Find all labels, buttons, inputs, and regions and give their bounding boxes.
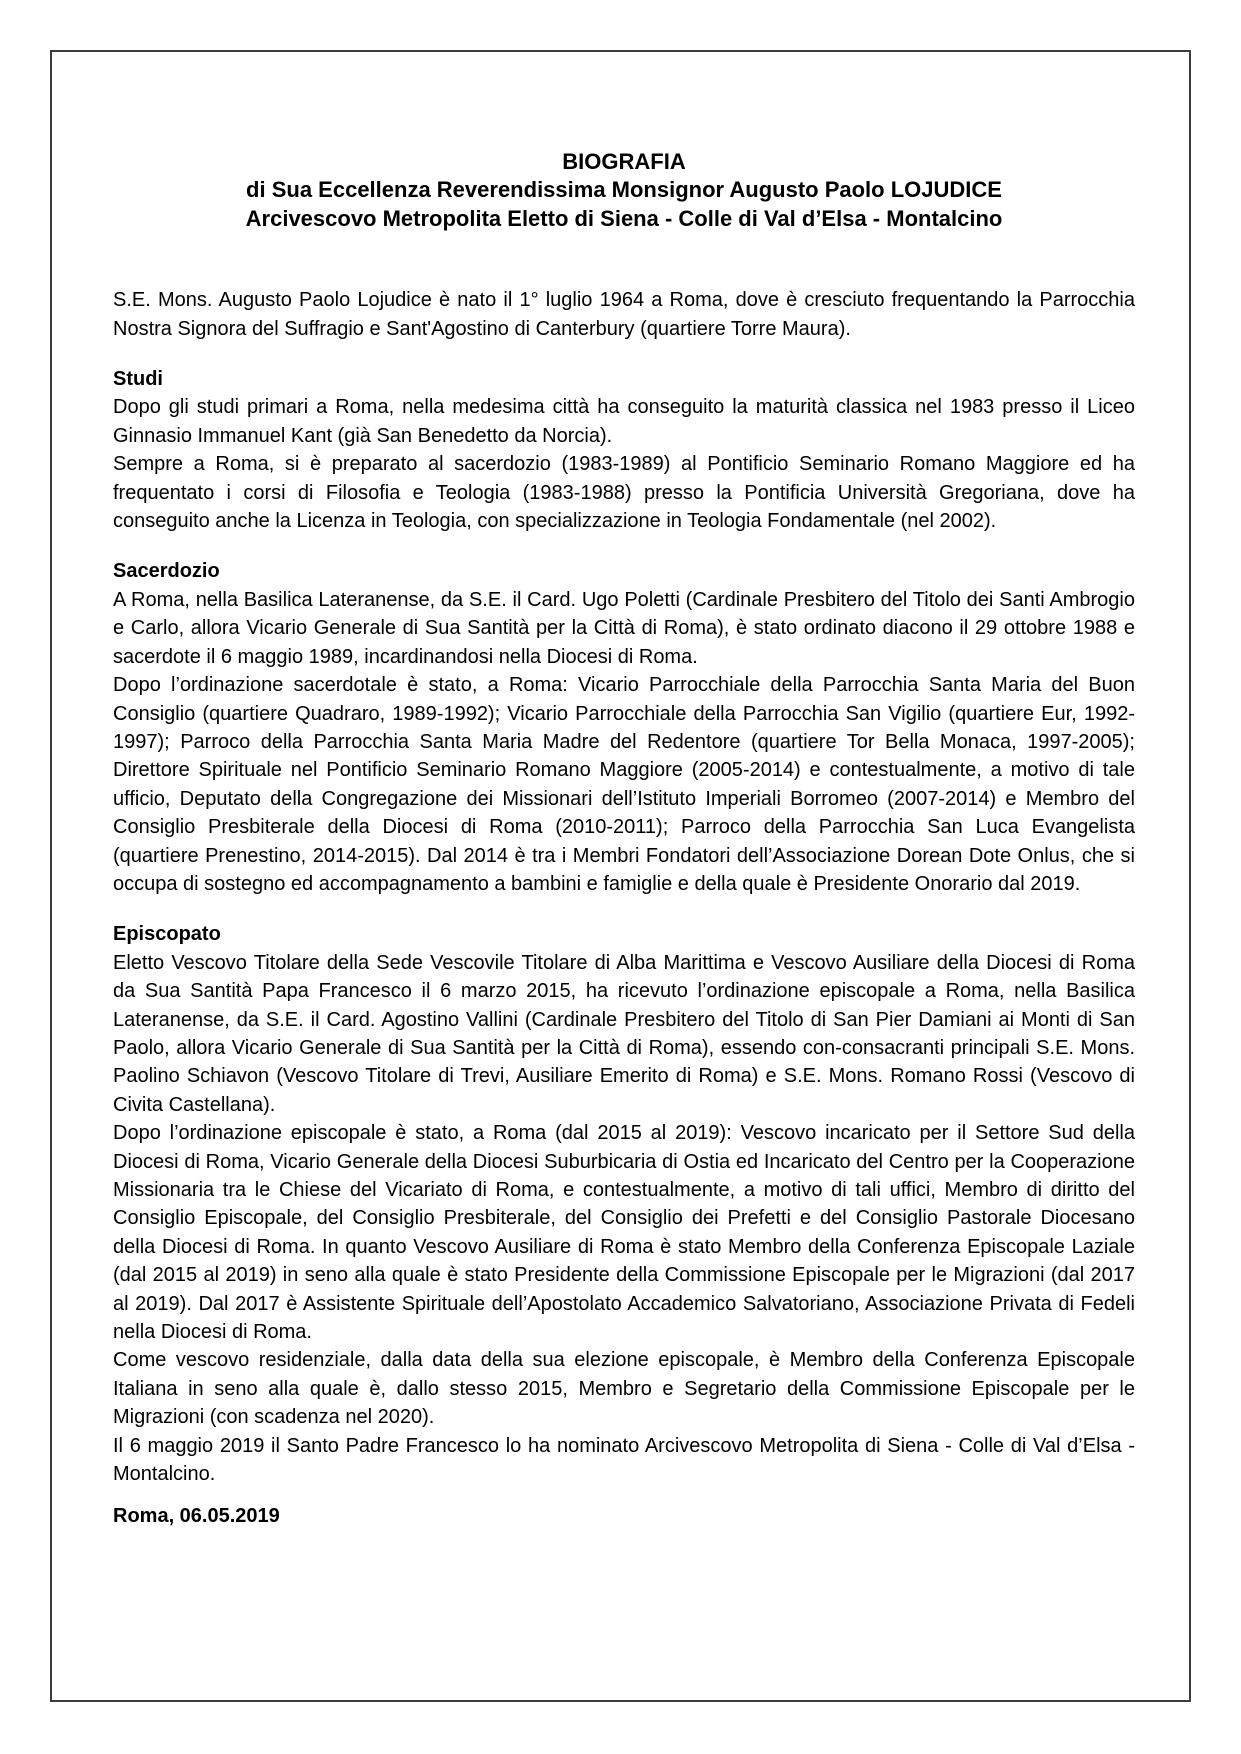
paragraph-sacerdozio-1: A Roma, nella Basilica Lateranense, da S.E. il Card. Ugo Poletti (Cardinale Presbitero del Titolo dei Santi Ambrogio e Carlo, allora Vicario Generale di Sua Santità per la Città di Roma), è stato ordinato diacono il 29 ottobre 1988 e sacerdote il 6 maggio 1989, incardinandosi nella Diocesi di Roma. bbox=[113, 588, 1135, 668]
dateline: Roma, 06.05.2019 bbox=[113, 1505, 280, 1528]
paragraph-episcopato-1: Eletto Vescovo Titolare della Sede Vescovile Titolare di Alba Marittima e Vescovo Ausiliare della Diocesi di Roma da Sua Santità Papa Francesco il 6 marzo 2015, ha ricevuto l’ordinazione episcopale a Roma, nella Basilica Lateranense, da S.E. il Card. Agostino Vallini (Cardinale Presbitero del Titolo di San Pier Damiani ai Monti di San Paolo, allora Vicario Generale di Sua Santità per la Città di Roma), essendo con-consacranti principali S.E. Mons. Paolino Schiavon (Vescovo Titolare di Trevi, Ausiliare Emerito di Roma) e S.E. Mons. Romano Rossi (Vescovo di Civita Castellana). bbox=[113, 951, 1135, 1116]
section-heading-sacerdozio: Sacerdozio bbox=[113, 560, 220, 583]
intro-paragraph: S.E. Mons. Augusto Paolo Lojudice è nato il 1° luglio 1964 a Roma, dove è cresciuto frequentando la Parrocchia Nostra Signora del Suffragio e Sant'Agostino di Canterbury (quartiere Torre Maura). bbox=[113, 289, 1135, 340]
paragraph-episcopato-4: Il 6 maggio 2019 il Santo Padre Francesco lo ha nominato Arcivescovo Metropolita di Siena - Colle di Val d’Elsa - Montalcino. bbox=[113, 1434, 1135, 1486]
paragraph-episcopato-3: Come vescovo residenziale, dalla data della sua elezione episcopale, è Membro della Conferenza Episcopale Italiana in seno alla quale è, dallo stesso 2015, Membro e Segretario della Commissione Episcopale per le Migrazioni (con scadenza nel 2020). bbox=[113, 1349, 1135, 1429]
page-border bbox=[50, 50, 1191, 1702]
document-title bbox=[113, 148, 1135, 233]
paragraph-episcopato-2: Dopo l’ordinazione episcopale è stato, a Roma (dal 2015 al 2019): Vescovo incaricato per il Settore Sud della Diocesi di Roma, Vicario Generale della Diocesi Suburbicaria di Ostia ed Incaricato del Centro per la Cooperazione Missionaria tra le Chiese del Vicariato di Roma, e contestualmente, a motivo di tali uffici, Membro di diritto del Consiglio Episcopale, del Consiglio Presbiterale, del Consiglio dei Prefetti e del Consiglio Pastorale Diocesano della Diocesi di Roma. In quanto Vescovo Ausiliare di Roma è stato Membro della Conferenza Episcopale Laziale (dal 2015 al 2019) in seno alla quale è stato Presidente della Commissione Episcopale per le Migrazioni (dal 2017 al 2019). Dal 2017 è Assistente Spirituale dell’Apostolato Accademico Salvatoriano, Associazione Privata di Fedeli nella Diocesi di Roma. bbox=[113, 1122, 1135, 1344]
page-content bbox=[113, 148, 1135, 1531]
paragraph-studi-2: Sempre a Roma, si è preparato al sacerdozio (1983-1989) al Pontificio Seminario Romano Maggiore ed ha frequentato i corsi di Filosofia e Teologia (1983-1988) presso la Pontificia Università Gregoriana, dove ha conseguito anche la Licenza in Teologia, con specializzazione in Teologia Fondamentale (nel 2002). bbox=[113, 453, 1135, 533]
title-line-3: Arcivescovo Metropolita Eletto di Siena - Colle di Val d’Elsa - Montalcino bbox=[245, 205, 1003, 231]
title-line-2: di Sua Eccellenza Reverendissima Monsignor Augusto Paolo LOJUDICE bbox=[246, 177, 1002, 203]
paragraph-studi-1: Dopo gli studi primari a Roma, nella medesima città ha conseguito la maturità classica nel 1983 presso il Liceo Ginnasio Immanuel Kant (già San Benedetto da Norcia). bbox=[113, 396, 1135, 447]
section-heading-episcopato: Episcopato bbox=[113, 923, 221, 946]
title-line-1: BIOGRAFIA bbox=[562, 149, 686, 174]
paragraph-sacerdozio-2: Dopo l’ordinazione sacerdotale è stato, a Roma: Vicario Parrocchiale della Parrocchia Santa Maria del Buon Consiglio (quartiere Quadraro, 1989-1992); Vicario Parrocchiale della Parrocchia San Vigilio (quartiere Eur, 1992-1997); Parroco della Parrocchia Santa Maria Madre del Redentore (quartiere Tor Bella Monaca, 1997-2005); Direttore Spirituale nel Pontificio Seminario Romano Maggiore (2005-2014) e contestualmente, a motivo di tale ufficio, Deputato della Congregazione dei Missionari dell’Istituto Imperiali Borromeo (2007-2014) e Membro del Consiglio Presbiterale della Diocesi di Roma (2010-2011); Parroco della Parrocchia San Luca Evangelista (quartiere Prenestino, 2014-2015). Dal 2014 è tra i Membri Fondatori dell’Associazione Dorean Dote Onlus, che si occupa di sostegno ed accompagnamento a bambini e famiglie e della quale è Presidente Onorario dal 2019. bbox=[113, 674, 1135, 895]
section-heading-studi: Studi bbox=[113, 368, 163, 391]
